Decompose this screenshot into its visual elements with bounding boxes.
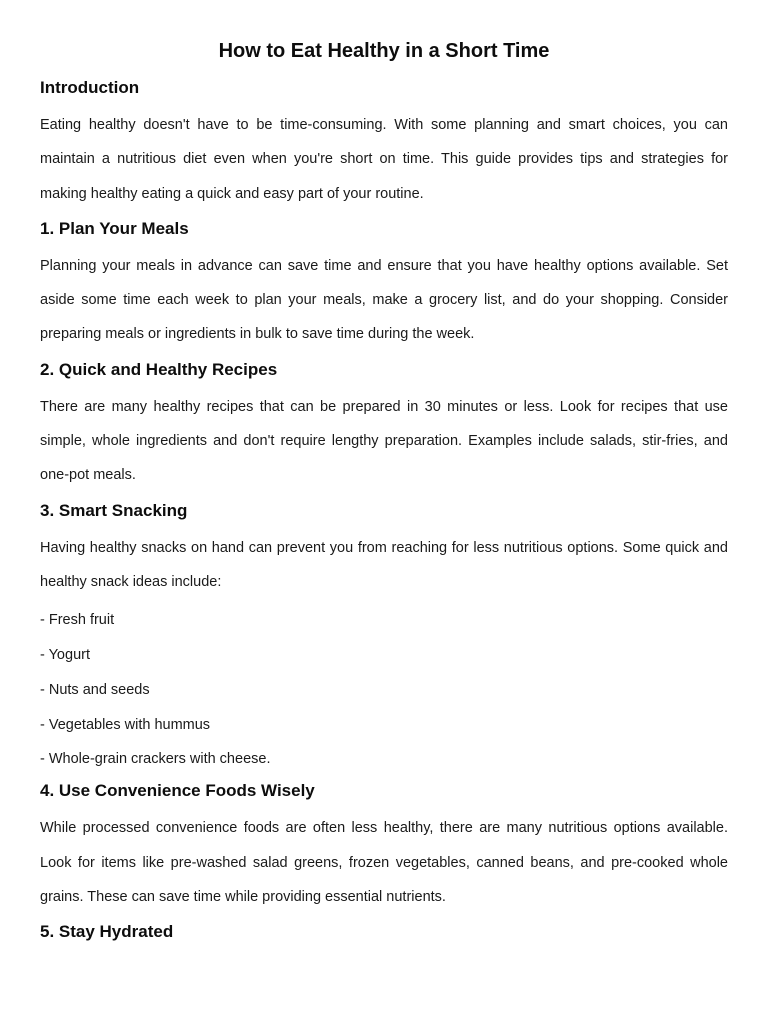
section-paragraph: Having healthy snacks on hand can prevent you from reaching for less nutritious options. Some quick and healthy snack ideas include: xyxy=(40,539,728,590)
section-paragraph: Planning your meals in advance can save time and ensure that you have healthy options available. Set aside some time each week to plan your meals, make a grocery list, and do your shopping. Consider preparing meals or ingredients in bulk to save time during the week. xyxy=(40,257,728,343)
section-heading: 5. Stay Hydrated xyxy=(40,922,174,942)
section-heading: 1. Plan Your Meals xyxy=(40,218,189,238)
section-heading: 2. Quick and Healthy Recipes xyxy=(40,359,278,379)
section-paragraph: There are many healthy recipes that can be prepared in 30 minutes or less. Look for recipes that use simple, whole ingredients and don't require lengthy preparation. Examples include salads, stir-fries, and one-pot meals. xyxy=(40,398,728,484)
section-plan-your-meals xyxy=(40,215,728,352)
section-paragraph: While processed convenience foods are often less healthy, there are many nutritious options available. Look for items like pre-washed salad greens, frozen vegetables, canned beans, and pre-cooked whole grains. These can save time while providing essential nutrients. xyxy=(40,820,728,905)
list-item: - Vegetables with hummus xyxy=(40,716,211,733)
section-convenience-foods xyxy=(40,777,728,914)
section-heading: Introduction xyxy=(40,78,140,97)
list-item: - Nuts and seeds xyxy=(40,681,150,698)
section-quick-recipes xyxy=(40,356,728,493)
section-stay-hydrated xyxy=(40,918,728,946)
document-title: How to Eat Healthy in a Short Time xyxy=(218,40,550,62)
section-introduction xyxy=(40,74,728,211)
list-item: - Yogurt xyxy=(40,647,90,664)
section-heading: 3. Smart Snacking xyxy=(40,500,188,520)
section-heading: 4. Use Convenience Foods Wisely xyxy=(40,781,315,801)
list-item: - Fresh fruit xyxy=(40,612,115,629)
section-smart-snacking xyxy=(40,497,728,777)
list-item: - Whole-grain crackers with cheese. xyxy=(40,751,271,768)
section-paragraph: Eating healthy doesn't have to be time-consuming. With some planning and smart choices, you can maintain a nutritious diet even when you're short on time. This guide provides tips and strategies for making healthy eating a quick and easy part of your routine. xyxy=(40,117,728,202)
snack-list xyxy=(40,603,728,776)
